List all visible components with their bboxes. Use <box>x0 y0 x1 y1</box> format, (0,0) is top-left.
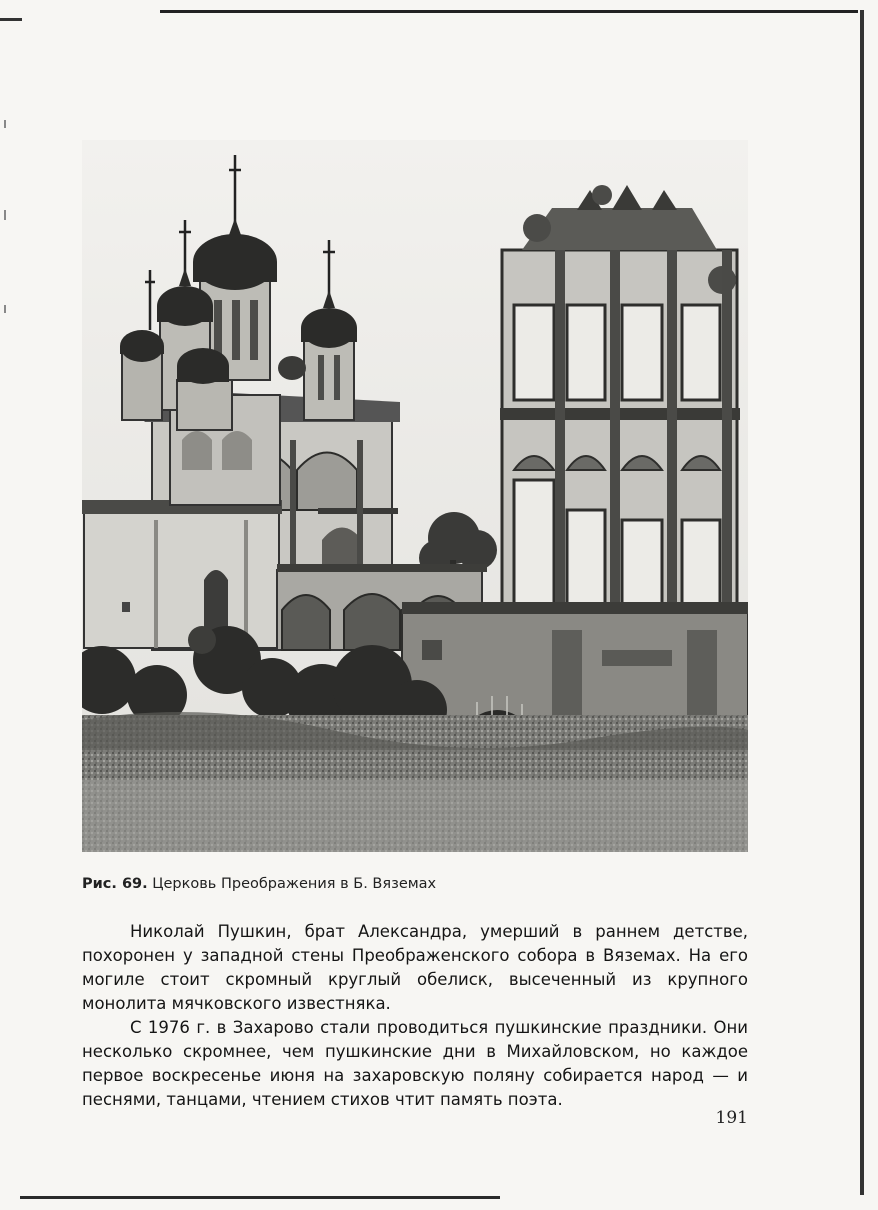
figure-caption <box>82 874 748 894</box>
paragraph: Николай Пушкин, брат Александра, умерший в раннем детстве, похоронен у западной стены Преображенского собора в Вяземах. На его могиле стоит скромный круглый обелиск, высеченный из крупного монолита мячковского известняка. <box>82 922 748 1013</box>
scan-edge-right <box>860 10 864 1195</box>
bell-tower <box>500 185 740 610</box>
article-body <box>82 920 748 1112</box>
figure-label: Рис. 69. <box>82 876 148 892</box>
paragraph: С 1976 г. в Захарово стали проводиться пушкинские праздники. Они несколько скромнее, чем пушкинские дни в Михайловском, но каждое первое воскресенье июня на захаровскую поляну собирается народ — и песнями, танцами, чтением стихов чтит память поэта. <box>82 1018 748 1109</box>
scan-tick <box>4 305 6 313</box>
scan-tick <box>4 210 6 220</box>
scan-edge-bottom <box>20 1196 500 1199</box>
church-photograph <box>82 140 748 852</box>
figure-caption-text: Церковь Преображения в Б. Вяземах <box>152 876 437 892</box>
page-number: 191 <box>715 1108 748 1128</box>
scan-corner-mark <box>0 18 22 21</box>
scan-edge-top <box>160 10 858 13</box>
scan-tick <box>4 120 6 128</box>
